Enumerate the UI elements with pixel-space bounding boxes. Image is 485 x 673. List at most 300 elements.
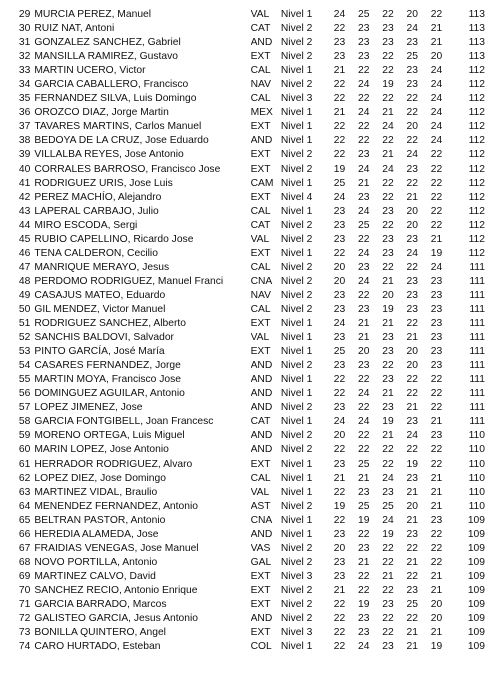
score-cell: 22 — [406, 542, 418, 554]
score-cell: 21 — [406, 641, 418, 653]
score-cell: 21 — [357, 318, 370, 330]
region-cell: EXT — [250, 121, 271, 133]
position-cell: 52 — [18, 332, 31, 344]
table-row — [0, 317, 485, 331]
level-cell: Nivel 2 — [280, 402, 313, 414]
score-cell: 22 — [406, 261, 418, 273]
score-cell: 20 — [406, 360, 418, 372]
name-cell: CORRALES BARROSO, Francisco Jose — [34, 163, 221, 175]
score-cell: 23 — [357, 627, 370, 639]
level-cell: Nivel 2 — [280, 556, 313, 568]
score-cell: 22 — [406, 107, 418, 119]
total-cell: 111 — [469, 402, 485, 414]
score-cell: 21 — [406, 191, 418, 203]
total-cell: 110 — [468, 444, 485, 456]
score-cell: 24 — [357, 247, 370, 259]
total-cell: 111 — [469, 388, 485, 400]
level-cell: Nivel 2 — [280, 598, 313, 610]
score-cell: 21 — [430, 627, 443, 639]
score-cell: 23 — [382, 346, 394, 358]
name-cell: LOPEZ JIMENEZ, Jose — [34, 402, 143, 414]
position-cell: 38 — [18, 135, 31, 147]
score-cell: 22 — [382, 613, 394, 625]
score-cell: 24 — [357, 163, 370, 175]
level-cell: Nivel 1 — [280, 388, 313, 400]
score-cell: 22 — [333, 641, 346, 653]
score-cell: 22 — [382, 360, 394, 372]
score-cell: 22 — [430, 444, 443, 456]
level-cell: Nivel 1 — [280, 121, 313, 133]
table-row — [0, 542, 485, 556]
position-cell: 49 — [18, 289, 31, 301]
score-cell: 22 — [382, 261, 394, 273]
score-cell: 24 — [382, 472, 394, 484]
name-cell: GARCIA FONTGIBELL, Joan Francesc — [34, 416, 214, 428]
name-cell: MANRIQUE MERAYO, Jesus — [34, 261, 170, 273]
total-cell: 112 — [468, 149, 485, 161]
name-cell: BEDOYA DE LA CRUZ, Jose Eduardo — [34, 135, 209, 147]
name-cell: GALISTEO GARCIA, Jesus Antonio — [34, 613, 199, 625]
level-cell: Nivel 2 — [280, 444, 313, 456]
total-cell: 111 — [469, 416, 485, 428]
score-cell: 24 — [357, 416, 370, 428]
level-cell: Nivel 1 — [280, 9, 313, 20]
total-cell: 112 — [468, 135, 485, 147]
score-cell: 21 — [382, 107, 394, 119]
region-cell: VAS — [250, 542, 271, 554]
name-cell: MENENDEZ FERNANDEZ, Antonio — [34, 500, 198, 512]
region-cell: CAT — [250, 219, 271, 231]
score-cell: 21 — [430, 416, 443, 428]
position-cell: 71 — [18, 598, 31, 610]
region-cell: COL — [250, 641, 272, 653]
name-cell: MIRO ESCODA, Sergi — [34, 219, 138, 231]
score-cell: 23 — [333, 570, 346, 582]
score-cell: 23 — [382, 402, 394, 414]
region-cell: CAL — [250, 303, 271, 315]
score-cell: 21 — [333, 65, 346, 77]
score-cell: 21 — [333, 472, 346, 484]
table-row — [0, 626, 485, 640]
position-cell: 33 — [18, 65, 31, 77]
score-cell: 19 — [406, 458, 418, 470]
score-cell: 22 — [382, 65, 394, 77]
score-cell: 21 — [406, 556, 418, 568]
score-cell: 22 — [430, 528, 443, 540]
position-cell: 35 — [18, 93, 31, 105]
table-row — [0, 415, 485, 429]
table-row — [0, 373, 485, 387]
score-cell: 24 — [406, 23, 418, 35]
region-cell: CAL — [250, 261, 271, 273]
score-cell: 20 — [406, 500, 418, 512]
table-row — [0, 598, 485, 612]
region-cell: AND — [250, 402, 273, 414]
table-row — [0, 148, 485, 162]
score-cell: 23 — [430, 289, 443, 301]
position-cell: 37 — [18, 121, 31, 133]
score-cell: 23 — [406, 163, 418, 175]
score-cell: 23 — [357, 261, 370, 273]
level-cell: Nivel 2 — [280, 219, 313, 231]
score-cell: 23 — [406, 289, 418, 301]
score-cell: 22 — [382, 51, 394, 63]
table-row — [0, 514, 485, 528]
position-cell: 43 — [18, 205, 31, 217]
score-cell: 24 — [430, 93, 443, 105]
score-cell: 23 — [382, 486, 394, 498]
score-cell: 24 — [357, 388, 370, 400]
score-cell: 22 — [357, 65, 370, 77]
score-cell: 22 — [357, 233, 370, 245]
score-cell: 22 — [357, 93, 370, 105]
score-cell: 23 — [382, 641, 394, 653]
total-cell: 113 — [468, 51, 485, 63]
score-cell: 25 — [406, 598, 418, 610]
score-cell: 20 — [430, 51, 443, 63]
score-cell: 23 — [406, 472, 418, 484]
region-cell: VAL — [250, 486, 270, 498]
score-cell: 25 — [357, 219, 370, 231]
region-cell: EXT — [250, 149, 271, 161]
total-cell: 113 — [468, 23, 485, 35]
table-row — [0, 401, 485, 415]
position-cell: 30 — [18, 23, 31, 35]
name-cell: RUIZ NAT, Antoni — [34, 23, 115, 35]
level-cell: Nivel 1 — [280, 458, 313, 470]
region-cell: EXT — [250, 584, 271, 596]
score-cell: 19 — [382, 416, 394, 428]
region-cell: CAM — [250, 177, 274, 189]
score-cell: 21 — [382, 388, 394, 400]
score-cell: 21 — [382, 430, 394, 442]
table-row — [0, 92, 485, 106]
region-cell: NAV — [250, 79, 271, 91]
level-cell: Nivel 2 — [280, 613, 313, 625]
score-cell: 22 — [357, 584, 370, 596]
score-cell: 20 — [333, 542, 346, 554]
level-cell: Nivel 2 — [280, 149, 313, 161]
score-cell: 22 — [382, 93, 394, 105]
score-cell: 22 — [382, 177, 394, 189]
score-cell: 22 — [406, 318, 418, 330]
score-cell: 24 — [406, 149, 418, 161]
score-cell: 22 — [382, 135, 394, 147]
table-row — [0, 331, 485, 345]
table-row — [0, 50, 485, 64]
position-cell: 34 — [18, 79, 31, 91]
level-cell: Nivel 2 — [280, 275, 313, 287]
score-cell: 23 — [406, 233, 418, 245]
table-row — [0, 472, 485, 486]
score-cell: 24 — [430, 107, 443, 119]
name-cell: CASARES FERNANDEZ, Jorge — [34, 360, 181, 372]
score-cell: 23 — [333, 37, 346, 49]
table-row — [0, 345, 485, 359]
region-cell: CNA — [250, 275, 273, 287]
table-row — [0, 528, 485, 542]
score-cell: 20 — [357, 346, 370, 358]
level-cell: Nivel 1 — [280, 472, 313, 484]
position-cell: 39 — [18, 149, 31, 161]
score-cell: 22 — [357, 374, 370, 386]
region-cell: AND — [250, 360, 273, 372]
table-row — [0, 556, 485, 570]
score-cell: 21 — [357, 332, 370, 344]
region-cell: EXT — [250, 163, 271, 175]
name-cell: MARTIN MOYA, Francisco Jose — [34, 374, 182, 386]
position-cell: 29 — [18, 9, 31, 20]
score-cell: 22 — [333, 444, 346, 456]
score-cell: 22 — [382, 191, 394, 203]
name-cell: BELTRAN PASTOR, Antonio — [34, 514, 166, 526]
score-cell: 21 — [430, 37, 443, 49]
score-cell: 25 — [357, 458, 370, 470]
level-cell: Nivel 1 — [280, 346, 313, 358]
score-cell: 23 — [430, 360, 443, 372]
table-row — [0, 191, 485, 205]
total-cell: 112 — [468, 177, 485, 189]
total-cell: 109 — [467, 570, 485, 582]
position-cell: 61 — [18, 458, 31, 470]
score-cell: 19 — [382, 79, 394, 91]
level-cell: Nivel 2 — [280, 360, 313, 372]
score-cell: 22 — [430, 388, 443, 400]
name-cell: TAVARES MARTINS, Carlos Manuel — [34, 121, 202, 133]
total-cell: 111 — [469, 374, 485, 386]
score-cell: 20 — [333, 275, 346, 287]
score-cell: 23 — [333, 289, 346, 301]
name-cell: GARCIA BARRADO, Marcos — [34, 598, 167, 610]
score-cell: 22 — [382, 444, 394, 456]
score-cell: 21 — [357, 556, 370, 568]
score-cell: 21 — [357, 177, 370, 189]
table-row — [0, 78, 485, 92]
score-cell: 23 — [357, 303, 370, 315]
table-row — [0, 486, 485, 500]
score-cell: 23 — [382, 598, 394, 610]
score-cell: 22 — [406, 177, 418, 189]
table-row — [0, 177, 485, 191]
name-cell: GONZALEZ SANCHEZ, Gabriel — [34, 37, 181, 49]
region-cell: EXT — [250, 346, 271, 358]
score-cell: 22 — [357, 528, 370, 540]
score-cell: 23 — [357, 37, 370, 49]
score-cell: 24 — [406, 247, 418, 259]
region-cell: EXT — [250, 247, 271, 259]
total-cell: 112 — [468, 163, 485, 175]
position-cell: 72 — [18, 613, 31, 625]
total-cell: 112 — [468, 219, 485, 231]
region-cell: AND — [250, 37, 273, 49]
total-cell: 112 — [468, 121, 485, 133]
region-cell: MEX — [250, 107, 273, 119]
total-cell: 110 — [468, 472, 485, 484]
score-cell: 22 — [333, 93, 346, 105]
level-cell: Nivel 3 — [280, 627, 313, 639]
score-cell: 20 — [406, 9, 418, 20]
score-cell: 22 — [406, 613, 418, 625]
level-cell: Nivel 2 — [280, 23, 313, 35]
score-cell: 21 — [406, 514, 418, 526]
score-cell: 22 — [333, 121, 346, 133]
position-cell: 31 — [18, 37, 31, 49]
position-cell: 32 — [18, 51, 31, 63]
region-cell: EXT — [250, 51, 271, 63]
score-cell: 22 — [406, 135, 418, 147]
score-cell: 23 — [430, 332, 443, 344]
score-cell: 24 — [430, 121, 443, 133]
score-cell: 21 — [430, 500, 443, 512]
table-row — [0, 163, 485, 177]
score-cell: 22 — [357, 289, 370, 301]
name-cell: RUBIO CAPELLINO, Ricardo Jose — [34, 233, 194, 245]
table-row — [0, 612, 485, 626]
table-row — [0, 275, 485, 289]
level-cell: Nivel 1 — [280, 177, 313, 189]
score-cell: 22 — [333, 514, 346, 526]
position-cell: 60 — [18, 444, 31, 456]
table-row — [0, 359, 485, 373]
position-cell: 69 — [18, 570, 31, 582]
score-cell: 23 — [357, 23, 370, 35]
region-cell: EXT — [250, 627, 271, 639]
score-cell: 22 — [382, 556, 394, 568]
score-cell: 19 — [430, 247, 443, 259]
region-cell: EXT — [250, 570, 271, 582]
score-cell: 20 — [406, 205, 418, 217]
score-cell: 22 — [406, 388, 418, 400]
table-row — [0, 36, 485, 50]
score-cell: 22 — [430, 163, 443, 175]
score-cell: 23 — [333, 303, 346, 315]
total-cell: 110 — [468, 486, 485, 498]
score-cell: 24 — [430, 79, 443, 91]
score-cell: 23 — [430, 514, 443, 526]
region-cell: EXT — [250, 318, 271, 330]
score-cell: 22 — [333, 598, 346, 610]
name-cell: MURCIA PEREZ, Manuel — [34, 9, 152, 20]
score-cell: 24 — [382, 163, 394, 175]
score-cell: 24 — [357, 79, 370, 91]
table-row — [0, 8, 485, 22]
region-cell: AND — [250, 430, 273, 442]
table-row — [0, 443, 485, 457]
score-cell: 22 — [406, 374, 418, 386]
score-cell: 24 — [430, 261, 443, 273]
table-row — [0, 219, 485, 233]
table-row — [0, 106, 485, 120]
score-cell: 23 — [430, 275, 443, 287]
score-cell: 23 — [357, 360, 370, 372]
level-cell: Nivel 1 — [280, 416, 313, 428]
level-cell: Nivel 1 — [280, 332, 313, 344]
level-cell: Nivel 2 — [280, 584, 313, 596]
score-cell: 19 — [382, 528, 394, 540]
name-cell: TENA CALDERON, Cecilio — [34, 247, 158, 259]
position-cell: 68 — [18, 556, 31, 568]
score-cell: 24 — [382, 514, 394, 526]
score-cell: 22 — [382, 219, 394, 231]
position-cell: 62 — [18, 472, 31, 484]
total-cell: 112 — [468, 107, 485, 119]
name-cell: GARCIA CABALLERO, Francisco — [34, 79, 189, 91]
level-cell: Nivel 2 — [280, 37, 313, 49]
score-cell: 23 — [382, 233, 394, 245]
position-cell: 59 — [18, 430, 31, 442]
position-cell: 51 — [18, 318, 31, 330]
score-cell: 24 — [333, 191, 346, 203]
score-cell: 22 — [430, 205, 443, 217]
score-cell: 22 — [333, 79, 346, 91]
total-cell: 109 — [467, 528, 485, 540]
region-cell: AND — [250, 613, 273, 625]
score-cell: 23 — [430, 346, 443, 358]
name-cell: LAPERAL CARBAJO, Julio — [34, 205, 159, 217]
score-cell: 22 — [357, 430, 370, 442]
score-cell: 21 — [333, 107, 346, 119]
score-cell: 23 — [333, 233, 346, 245]
score-cell: 21 — [382, 149, 394, 161]
score-cell: 22 — [382, 584, 394, 596]
score-cell: 23 — [406, 65, 418, 77]
score-cell: 23 — [430, 318, 443, 330]
region-cell: CNA — [250, 514, 273, 526]
score-cell: 23 — [333, 205, 346, 217]
score-cell: 23 — [382, 332, 394, 344]
level-cell: Nivel 2 — [280, 233, 313, 245]
position-cell: 64 — [18, 500, 31, 512]
region-cell: CAL — [250, 205, 271, 217]
score-cell: 23 — [357, 149, 370, 161]
name-cell: RODRIGUEZ URIS, Jose Luis — [34, 177, 173, 189]
score-cell: 23 — [357, 613, 370, 625]
table-row — [0, 233, 485, 247]
score-cell: 21 — [430, 472, 443, 484]
table-row — [0, 570, 485, 584]
score-cell: 19 — [333, 163, 346, 175]
score-cell: 22 — [382, 458, 394, 470]
score-cell: 25 — [406, 51, 418, 63]
position-cell: 55 — [18, 374, 31, 386]
score-cell: 22 — [333, 374, 346, 386]
score-cell: 25 — [357, 9, 370, 20]
score-cell: 22 — [382, 9, 394, 20]
region-cell: AND — [250, 135, 273, 147]
region-cell: CAL — [250, 93, 271, 105]
score-cell: 21 — [357, 472, 370, 484]
position-cell: 40 — [18, 163, 31, 175]
score-cell: 22 — [430, 542, 443, 554]
level-cell: Nivel 3 — [280, 93, 313, 105]
score-cell: 24 — [333, 318, 346, 330]
table-row — [0, 64, 485, 78]
position-cell: 41 — [18, 177, 31, 189]
score-cell: 22 — [357, 135, 370, 147]
name-cell: FERNANDEZ SILVA, Luis Domingo — [34, 93, 197, 105]
table-row — [0, 458, 485, 472]
name-cell: MORENO ORTEGA, Luis Miguel — [34, 430, 185, 442]
score-cell: 22 — [382, 627, 394, 639]
name-cell: FRAIDIAS VENEGAS, Jose Manuel — [34, 542, 199, 554]
level-cell: Nivel 1 — [280, 486, 313, 498]
score-cell: 19 — [357, 598, 370, 610]
region-cell: VAL — [250, 233, 270, 245]
score-cell: 23 — [430, 430, 443, 442]
score-cell: 22 — [406, 444, 418, 456]
name-cell: HEREDIA ALAMEDA, Jose — [34, 528, 159, 540]
score-cell: 24 — [357, 107, 370, 119]
